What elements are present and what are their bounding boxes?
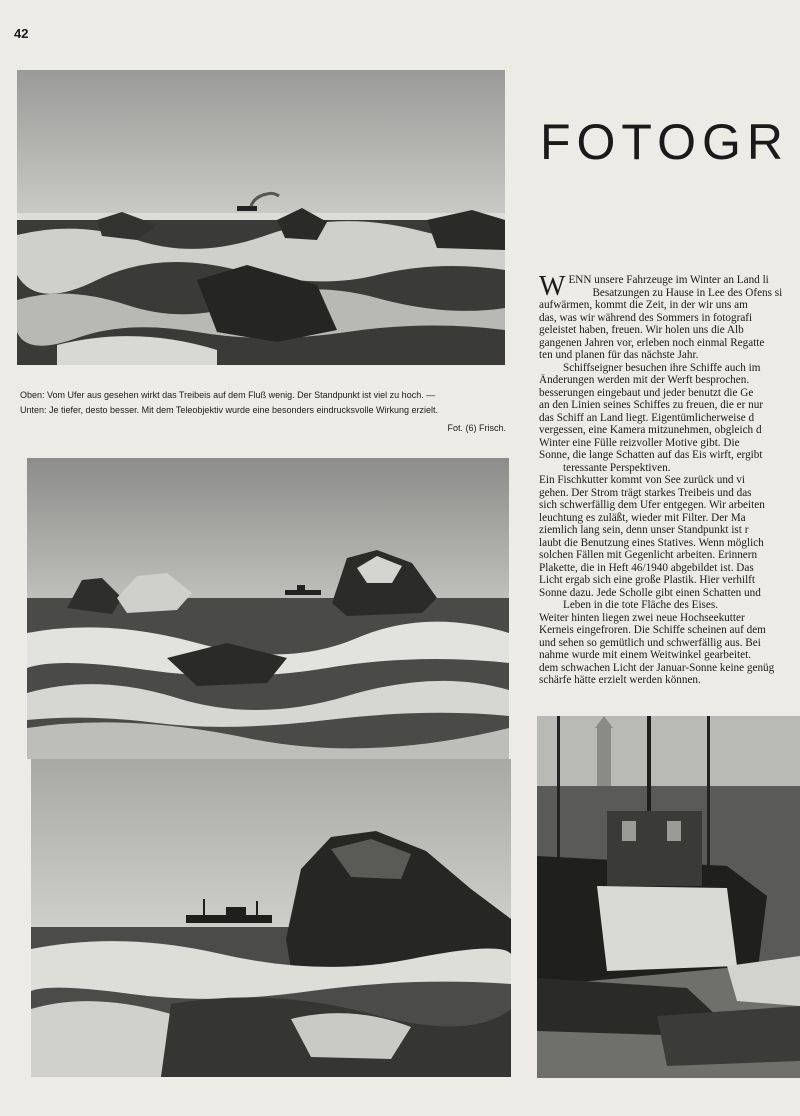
article-line: Ein Fischkutter kommt von See zurück und vi xyxy=(539,474,746,486)
photo-credit: Fot. (6) Frisch. xyxy=(447,423,506,433)
article-first-line: ENN unsere Fahrzeuge im Winter an Land li xyxy=(568,274,769,286)
article-line: Winter eine Fülle reizvoller Motive gibt. Die xyxy=(539,436,740,449)
article-body xyxy=(539,274,800,687)
article-line: aufwärmen, kommt die Zeit, in der wir uns am xyxy=(539,299,748,311)
article-heading: FOTOGR xyxy=(540,114,789,170)
article-line: vergessen, eine Kamera mitzunehmen, obgleich d xyxy=(539,424,762,436)
article-line: und sehen so gemütlich und schwerfällig aus. Bei xyxy=(539,636,761,649)
article-line: Besatzungen zu Hause in Lee des Ofens si xyxy=(592,286,783,299)
article-line: an den Linien seines Schiffes zu freuen, die er nur xyxy=(539,399,764,411)
photo-drift-ice-from-bank xyxy=(17,70,505,365)
article-line: Leben in die tote Fläche des Eises. xyxy=(563,599,719,611)
article-line: ziemlich lang sein, denn unser Standpunkt ist r xyxy=(539,524,749,536)
article-line: Weiter hinten liegen zwei neue Hochseekutter xyxy=(539,611,745,624)
dropcap: W xyxy=(539,274,566,302)
article-line: Sonne, die lange Schatten auf das Eis wirft, ergibt xyxy=(539,449,763,461)
article-line: solchen Fällen mit Gegenlicht arbeiten. Erinnern xyxy=(539,549,758,561)
page-number: 42 xyxy=(14,26,29,41)
article-line: dem schwachen Licht der Januar-Sonne keine genüg xyxy=(539,661,775,674)
photo-fishing-cutters-in-ice xyxy=(537,716,800,1078)
caption-line-bottom: Unten: Je tiefer, desto besser. Mit dem Teleobjektiv wurde eine besonders eindrucksvolle Wirkung erzielt. xyxy=(20,405,439,415)
article-line: schärfe hätte erzielt werden können. xyxy=(539,674,701,686)
article-line: Schiffseigner besuchen ihre Schiffe auch im xyxy=(563,361,761,374)
photo-caption xyxy=(20,388,506,436)
article-line: besserungen eingebaut und jeder benutzt die Ge xyxy=(539,386,754,399)
article-line: ten und planen für das nächste Jahr. xyxy=(539,349,699,361)
article-line: Licht ergab sich eine große Plastik. Hier verhilft xyxy=(539,574,756,586)
article-line: das Schiff an Land liegt. Eigentümlicherweise d xyxy=(539,411,755,424)
article-line: geleistet haben, freuen. Wir holen uns die Alb xyxy=(539,324,744,336)
article-line: das, was wir während des Sommers in fotografi xyxy=(539,311,753,324)
article-line: leuchtung es zuläßt, wieder mit Filter. Der Ma xyxy=(539,511,746,524)
article-line: gangenen Jahren vor, erleben noch einmal Regatte xyxy=(539,336,765,349)
article-line: nahme wurde mit einem Weitwinkel gearbeitet. xyxy=(539,649,752,661)
photo-ice-block-telephoto xyxy=(31,759,511,1077)
article-line: gehen. Der Strom trägt starkes Treibeis und das xyxy=(539,486,752,499)
article-line: Änderungen werden mit der Werft besprochen. xyxy=(539,374,750,386)
article-line: Plakette, die in Heft 46/1940 abgebildet ist. Das xyxy=(539,561,754,574)
caption-line-top: Oben: Vom Ufer aus gesehen wirkt das Treibeis auf dem Fluß wenig. Der Standpunkt ist viel zu hoch. — xyxy=(20,390,436,400)
photo-ice-floes-low-angle xyxy=(27,458,509,759)
article-line: Sonne dazu. Jede Scholle gibt einen Schatten und xyxy=(539,586,761,599)
article-line: laubt die Benutzung eines Statives. Wenn möglich xyxy=(539,536,764,549)
article-line: teressante Perspektiven. xyxy=(563,461,671,474)
article-line: Kerneis eingefroren. Die Schiffe scheinen auf dem xyxy=(539,624,766,636)
article-line: sich schwerfällig dem Ufer entgegen. Wir arbeiten xyxy=(539,499,765,511)
article-lines xyxy=(539,287,800,687)
